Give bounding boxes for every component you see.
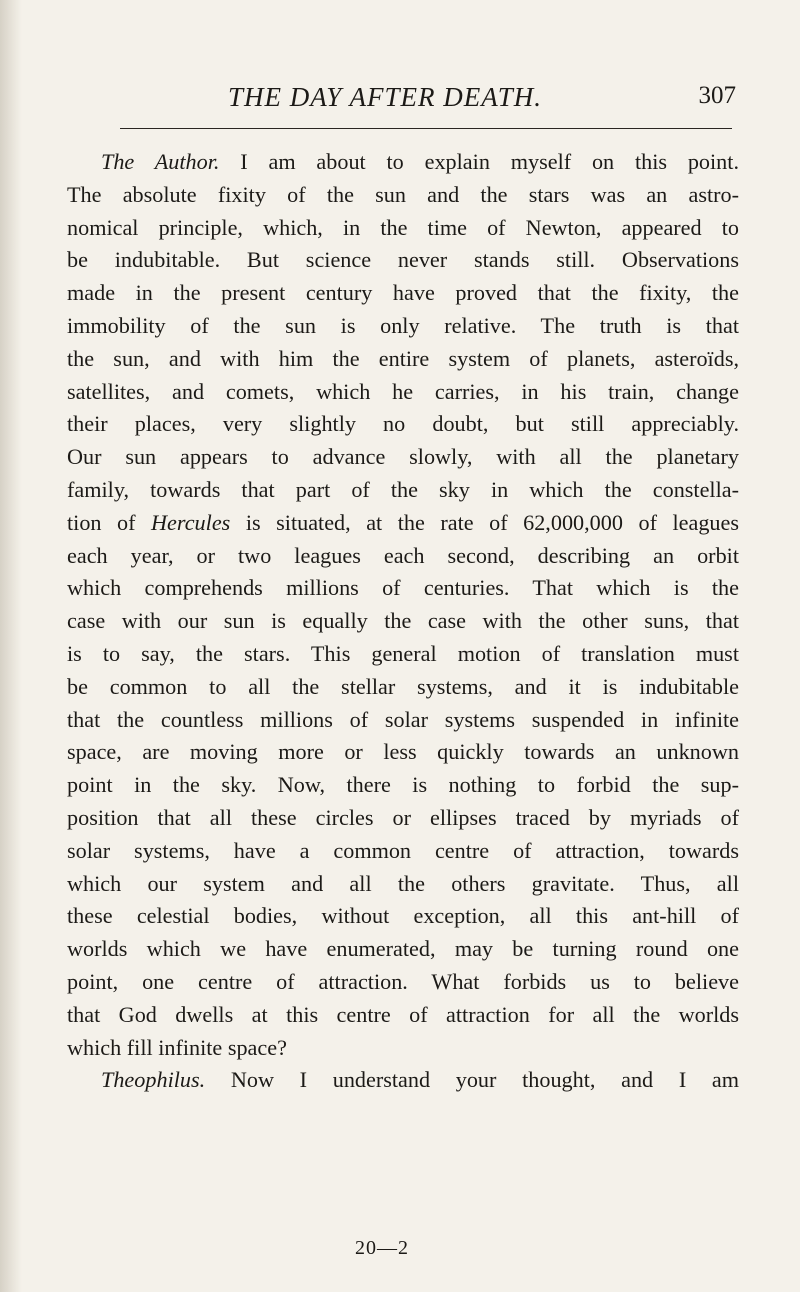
line-text: Now I understand your thought, and I am xyxy=(205,1067,739,1093)
line-text: solar systems, have a common centre of attraction, towards xyxy=(67,837,739,863)
text-line xyxy=(67,376,739,409)
line-text: is situated, at the rate of 62,000,000 of leagues xyxy=(230,509,740,535)
line-text: position that all these circles or ellipses traced by myriads of xyxy=(67,804,739,830)
line-text: point in the sky. Now, there is nothing to forbid the sup- xyxy=(67,772,739,798)
text-line xyxy=(67,441,739,474)
text-line xyxy=(67,671,739,704)
text-line xyxy=(67,244,739,277)
line-text: is to say, the stars. This general motion of translation must xyxy=(67,640,739,666)
text-line xyxy=(67,605,739,638)
text-line xyxy=(67,179,739,212)
header-rule xyxy=(120,128,732,129)
line-text: which comprehends millions of centuries. That which is the xyxy=(67,575,739,601)
line-text: worlds which we have enumerated, may be turning round one xyxy=(67,936,739,962)
text-line xyxy=(67,572,739,605)
text-line xyxy=(67,277,739,310)
line-text: that God dwells at this centre of attraction for all the worlds xyxy=(67,1001,739,1027)
text-line xyxy=(67,1032,739,1065)
text-line xyxy=(67,966,739,999)
line-text: nomical principle, which, in the time of Newton, appeared to xyxy=(67,214,739,240)
line-text: I am about to explain myself on this point. xyxy=(219,149,739,174)
text-line xyxy=(67,310,739,343)
line-text: point, one centre of attraction. What forbids us to believe xyxy=(67,968,739,994)
text-line xyxy=(67,540,739,573)
text-line xyxy=(67,704,739,737)
text-line xyxy=(67,802,739,835)
text-line xyxy=(67,474,739,507)
text-line xyxy=(67,146,739,179)
line-text: the sun, and with him the entire system of planets, asteroïds, xyxy=(67,345,739,371)
speaker-name: Theophilus. xyxy=(101,1067,206,1093)
text-line xyxy=(67,999,739,1032)
text-line xyxy=(67,507,739,540)
line-text: case with our sun is equally the case with the other suns, that xyxy=(67,608,739,634)
line-text: tion of xyxy=(67,509,152,535)
line-text: which our system and all the others gravitate. Thus, all xyxy=(67,870,739,896)
line-text: immobility of the sun is only relative. The truth is that xyxy=(67,312,739,338)
text-line xyxy=(67,835,739,868)
page-gutter-shadow xyxy=(0,0,22,1292)
page-number: 307 xyxy=(698,82,736,109)
body-text xyxy=(67,146,739,1097)
line-text: made in the present century have proved that the fixity, the xyxy=(67,280,739,306)
running-head: THE DAY AFTER DEATH. xyxy=(228,82,543,112)
text-line xyxy=(67,343,739,376)
line-text: family, towards that part of the sky in which the constella- xyxy=(67,476,739,502)
line-text: be common to all the stellar systems, and it is indubitable xyxy=(67,673,739,699)
line-text: which fill infinite space? xyxy=(67,1034,287,1060)
line-text: these celestial bodies, without exception, all this ant-hill of xyxy=(67,903,739,929)
text-line xyxy=(67,408,739,441)
line-text: Our sun appears to advance slowly, with all the planetary xyxy=(67,444,739,470)
text-line xyxy=(67,868,739,901)
line-text: their places, very slightly no doubt, but still appreciably. xyxy=(67,411,739,437)
line-text: that the countless millions of solar systems suspended in infinite xyxy=(67,706,739,732)
text-line xyxy=(67,769,739,802)
text-line xyxy=(67,900,739,933)
speaker-name: The Author. xyxy=(101,149,220,174)
text-line xyxy=(67,638,739,671)
text-line xyxy=(67,1064,739,1097)
line-text: be indubitable. But science never stands still. Observations xyxy=(67,247,739,273)
emphasized-text: Hercules xyxy=(151,509,231,535)
text-line xyxy=(67,736,739,769)
line-text: each year, or two leagues each second, describing an orbit xyxy=(67,542,739,568)
line-text: The absolute fixity of the sun and the stars was an astro- xyxy=(67,181,739,207)
text-line xyxy=(67,212,739,245)
line-text: space, are moving more or less quickly towards an unknown xyxy=(67,739,739,765)
text-line xyxy=(67,933,739,966)
signature-mark: 20—2 xyxy=(355,1237,409,1259)
line-text: satellites, and comets, which he carries, in his train, change xyxy=(67,378,739,404)
page-header xyxy=(108,82,736,122)
